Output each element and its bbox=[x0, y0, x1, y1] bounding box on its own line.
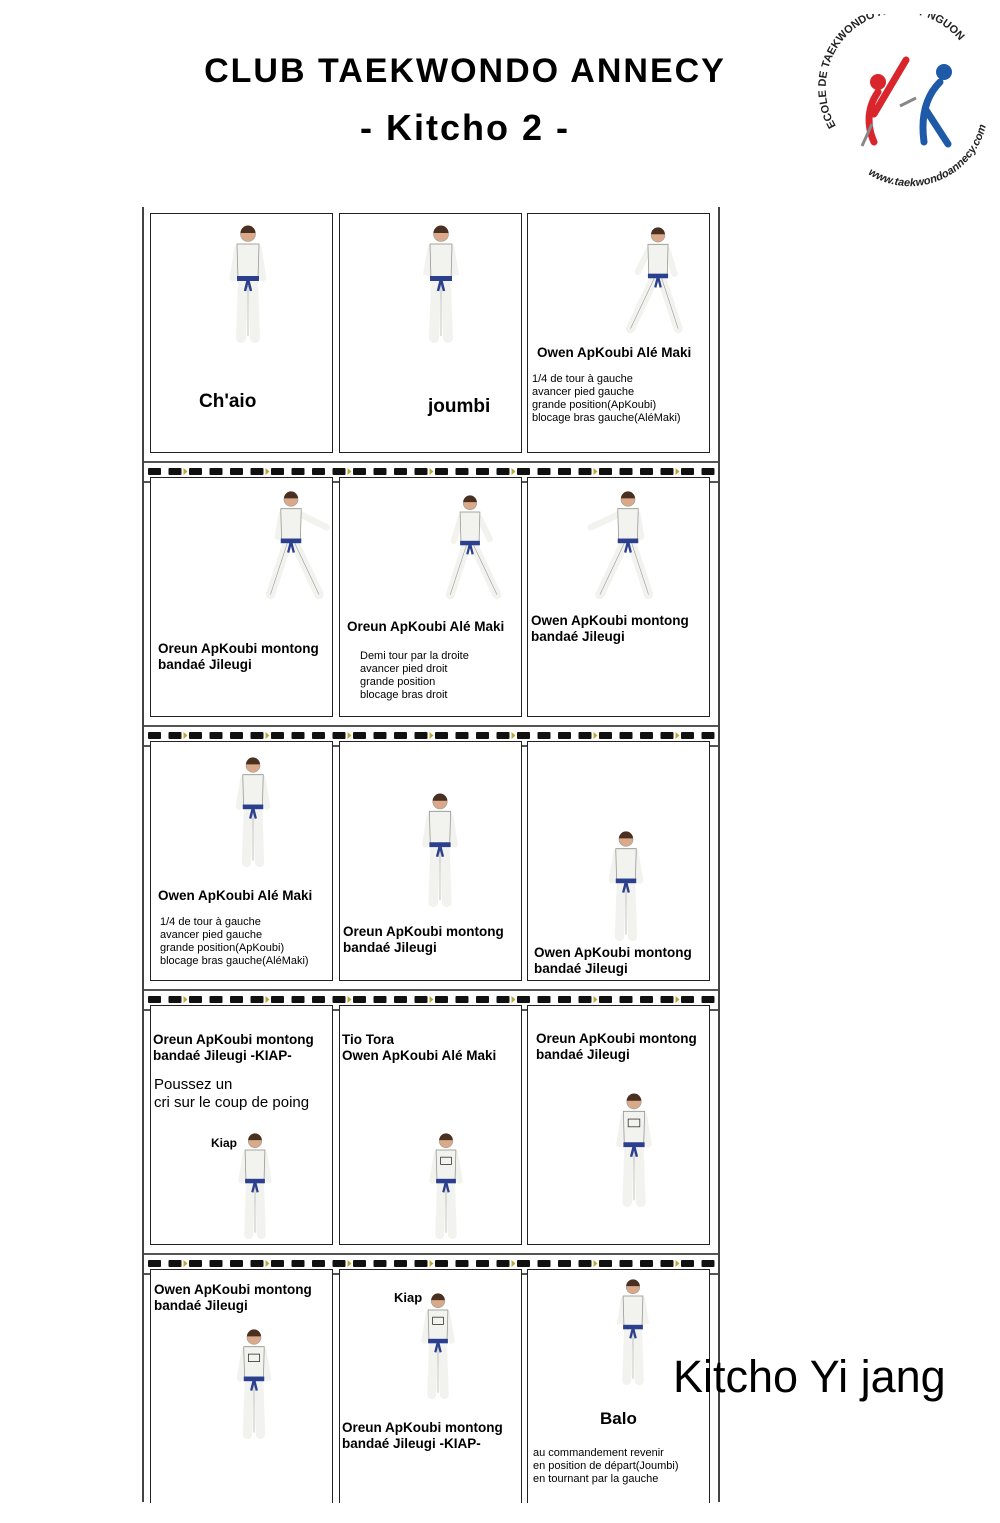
club-logo bbox=[808, 14, 996, 194]
step-card bbox=[339, 1269, 522, 1503]
step-row bbox=[144, 735, 718, 981]
kiap-label: Kiap bbox=[211, 1136, 238, 1150]
step-card bbox=[527, 477, 710, 717]
kiap-label: Kiap bbox=[394, 1290, 423, 1305]
student-figure bbox=[410, 1292, 466, 1400]
student-figure bbox=[223, 756, 283, 868]
step-row bbox=[144, 471, 718, 717]
student-figure bbox=[251, 490, 331, 602]
step-card bbox=[339, 1005, 522, 1245]
step-label: Owen ApKoubi Alé Maki bbox=[537, 345, 692, 360]
step-label: Owen ApKoubi montong bandaé Jileugi bbox=[531, 613, 689, 644]
student-figure bbox=[418, 1132, 474, 1240]
form-title: - Kitcho 2 - bbox=[360, 107, 570, 148]
student-figure bbox=[219, 224, 277, 344]
step-label: Oreun ApKoubi montong bandaé Jileugi bbox=[536, 1031, 697, 1062]
step-label: Owen ApKoubi montong bandaé Jileugi bbox=[534, 945, 692, 976]
svg-text:www.taekwondoannecy.com bbox=[866, 123, 989, 190]
student-figure bbox=[410, 792, 470, 908]
club-title: CLUB TAEKWONDO ANNECY bbox=[204, 52, 726, 90]
step-card bbox=[339, 477, 522, 717]
step-card bbox=[150, 213, 333, 453]
step-label: Oreun ApKoubi montong bandaé Jileugi bbox=[158, 641, 319, 672]
step-label: Oreun ApKoubi Alé Maki bbox=[347, 619, 505, 634]
step-description: Demi tour par la droite avancer pied droit grande position blocage bras droit bbox=[360, 650, 469, 701]
step-note: Poussez un cri sur le coup de poing bbox=[154, 1076, 310, 1111]
step-card bbox=[527, 1005, 710, 1245]
step-description: au commandement revenir en position de départ(Joumbi) en tournant par la gauche bbox=[533, 1447, 679, 1485]
student-figure bbox=[613, 226, 703, 336]
logo-arc-text: ECOLE DE TAEKWONDO NGUON bbox=[816, 14, 967, 131]
step-card bbox=[339, 213, 522, 453]
student-figure bbox=[604, 1278, 662, 1386]
student-figure bbox=[606, 1092, 662, 1208]
logo-url: www.taekwondoannecy.com bbox=[866, 122, 989, 190]
step-label: Oreun ApKoubi montong bandaé Jileugi bbox=[343, 924, 504, 955]
form-name: Kitcho Yi jang bbox=[673, 1351, 946, 1402]
student-figure bbox=[227, 1132, 283, 1240]
step-label: Tio Tora Owen ApKoubi Alé Maki bbox=[342, 1032, 497, 1063]
student-figure bbox=[430, 494, 510, 602]
step-label: Oreun ApKoubi montong bandaé Jileugi -KIAP- bbox=[342, 1420, 503, 1451]
student-figure bbox=[598, 830, 654, 942]
step-card bbox=[527, 741, 710, 981]
student-figure bbox=[412, 224, 470, 344]
step-label: Ch'aio bbox=[199, 391, 257, 412]
step-card bbox=[150, 1005, 333, 1245]
film-strip bbox=[142, 207, 720, 1502]
step-label: Owen ApKoubi montong bandaé Jileugi bbox=[154, 1282, 312, 1313]
step-card bbox=[150, 741, 333, 981]
step-label: Owen ApKoubi Alé Maki bbox=[158, 888, 313, 903]
step-row bbox=[144, 999, 718, 1245]
step-card bbox=[150, 1269, 333, 1503]
step-label: Balo bbox=[600, 1409, 637, 1428]
step-label: joumbi bbox=[428, 396, 491, 417]
step-card bbox=[527, 213, 710, 453]
step-card bbox=[150, 477, 333, 717]
step-row bbox=[144, 1263, 718, 1502]
step-row bbox=[144, 207, 718, 453]
student-figure bbox=[583, 490, 673, 602]
step-description: 1/4 de tour à gauche avancer pied gauche grande position(ApKoubi) blocage bras gauche(AléMaki) bbox=[532, 373, 681, 424]
step-label: Oreun ApKoubi montong bandaé Jileugi -KIAP- bbox=[153, 1032, 314, 1063]
step-description: 1/4 de tour à gauche avancer pied gauche grande position(ApKoubi) blocage bras gauche(AléMaki) bbox=[160, 916, 309, 967]
student-figure bbox=[226, 1328, 282, 1440]
step-card bbox=[339, 741, 522, 981]
